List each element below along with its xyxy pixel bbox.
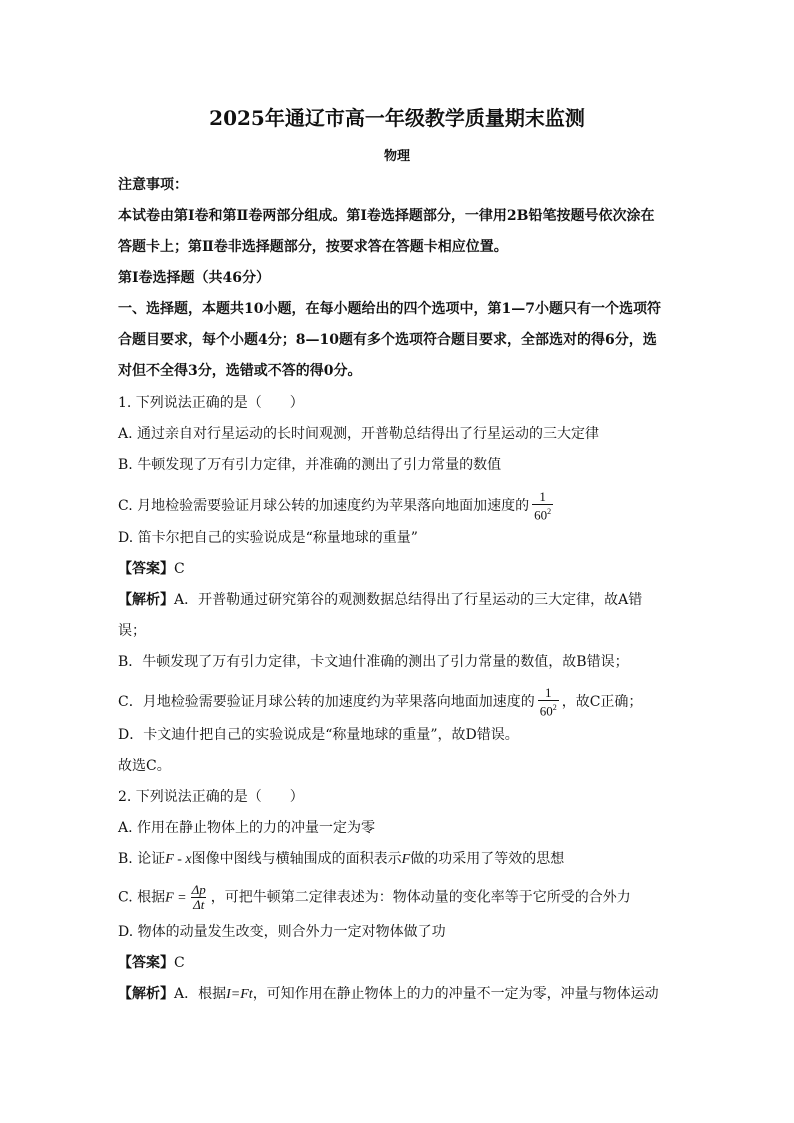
answer-value: C xyxy=(174,955,185,971)
answer-tag: 【答案】 xyxy=(118,561,174,577)
analysis-c-pre: C．月地检验需要验证月球公转的加速度约为苹果落向地面加速度的 xyxy=(118,694,535,711)
q1-analysis-b: B．牛顿发现了万有引力定律，卡文迪什准确的测出了引力常量的数值，故B错误； xyxy=(118,654,629,670)
q1-option-c-fraction xyxy=(532,490,553,522)
fraction-numerator: 1 xyxy=(539,489,546,504)
instructions-line-2: 合题目要求，每个小题4分；8—10题有多个选项符合题目要求，全部选对的得6分，选 xyxy=(118,332,657,348)
fraction-numerator: 1 xyxy=(544,685,552,700)
section1-heading: 第Ⅰ卷选择题（共46分） xyxy=(118,270,271,286)
analysis-tag: 【解析】 xyxy=(118,592,174,608)
notice-heading: 注意事项： xyxy=(118,177,188,193)
answer-value: C xyxy=(174,561,185,577)
q1-analysis-d: D．卡文迪什把自己的实验说成是“称量地球的重量”，故D错误。 xyxy=(118,727,519,743)
subject-label: 物理 xyxy=(383,149,410,164)
q2-option-c-fraction xyxy=(190,883,208,912)
q1-answer xyxy=(118,559,185,579)
q1-option-c-text: C. 月地检验需要验证月球公转的加速度约为苹果落向地面加速度的 xyxy=(118,498,530,515)
analysis-c-post: ，故C正确； xyxy=(561,694,643,711)
analysis-a-post: ，可知作用在静止物体上的力的冲量不一定为零，冲量与物体运动 xyxy=(252,986,659,1002)
fraction-exponent: 2 xyxy=(547,507,552,516)
option-b-pre: B. 论证 xyxy=(118,851,166,867)
variable-f-x: F - x xyxy=(165,852,192,867)
analysis-a-pre: A．根据 xyxy=(174,986,227,1002)
analysis-tag: 【解析】 xyxy=(118,986,174,1002)
instructions-line-1: 一、选择题，本题共10小题，在每小题给出的四个选项中，第1—7小题只有一个选项符 xyxy=(118,301,661,317)
q2-stem: 2. 下列说法正确的是（ ） xyxy=(118,789,304,805)
fraction-numerator: Δp xyxy=(191,882,206,897)
q1-option-c xyxy=(118,490,556,522)
q2-option-c xyxy=(118,883,631,912)
option-b-post: 做的功采用了等效的思想 xyxy=(410,851,565,867)
q2-option-a: A. 作用在静止物体上的力的冲量一定为零 xyxy=(118,820,376,836)
formula-lhs: F = xyxy=(165,890,187,906)
q1-analysis-c-fraction xyxy=(538,686,559,718)
exam-title: 2025年通辽市高一年级教学质量期末监测 xyxy=(209,106,585,130)
fraction-exponent: 2 xyxy=(552,703,557,712)
q1-option-d: D. 笛卡尔把自己的实验说成是“称量地球的重量” xyxy=(118,530,418,546)
instructions-line-3: 对但不全得3分，选错或不答的得0分。 xyxy=(118,363,362,379)
q2-answer xyxy=(118,953,185,973)
q2-option-d: D. 物体的动量发生改变，则合外力一定对物体做了功 xyxy=(118,924,446,940)
answer-tag: 【答案】 xyxy=(118,955,174,971)
fraction-denominator: Δt xyxy=(193,897,205,912)
q2-option-b xyxy=(118,849,564,870)
q1-conclusion: 故选C。 xyxy=(118,758,171,774)
notice-line-2: 答题卡上；第Ⅱ卷非选择题部分，按要求答在答题卡相应位置。 xyxy=(118,239,508,255)
option-b-mid: 图像中图线与横轴围成的面积表示 xyxy=(191,851,402,867)
impulse-formula: I=Ft xyxy=(226,987,253,1002)
q1-option-a: A. 通过亲自对行星运动的长时间观测，开普勒总结得出了行星运动的三大定律 xyxy=(118,426,600,442)
q1-analysis-c xyxy=(118,686,642,718)
q1-option-b: B. 牛顿发现了万有引力定律，并准确的测出了引力常量的数值 xyxy=(118,457,502,473)
fraction-denominator: $60^2$ xyxy=(538,700,559,718)
option-c-pre: C. 根据 xyxy=(118,889,166,906)
fraction-denominator: $60^2$ xyxy=(532,504,553,522)
q1-analysis-a-line-2: 误； xyxy=(118,623,146,639)
option-c-post: ，可把牛顿第二定律表述为：物体动量的变化率等于它所受的合外力 xyxy=(210,889,631,906)
q2-analysis-a xyxy=(118,984,659,1005)
q1-analysis-a-line-1 xyxy=(118,590,642,610)
notice-line-1: 本试卷由第Ⅰ卷和第Ⅱ卷两部分组成。第Ⅰ卷选择题部分，一律用2B铅笔按题号依次涂在 xyxy=(118,208,655,224)
q1-stem: 1. 下列说法正确的是（ ） xyxy=(118,395,304,411)
analysis-a-text: A．开普勒通过研究第谷的观测数据总结得出了行星运动的三大定律，故A错 xyxy=(174,592,643,608)
variable-f: F xyxy=(401,852,411,867)
